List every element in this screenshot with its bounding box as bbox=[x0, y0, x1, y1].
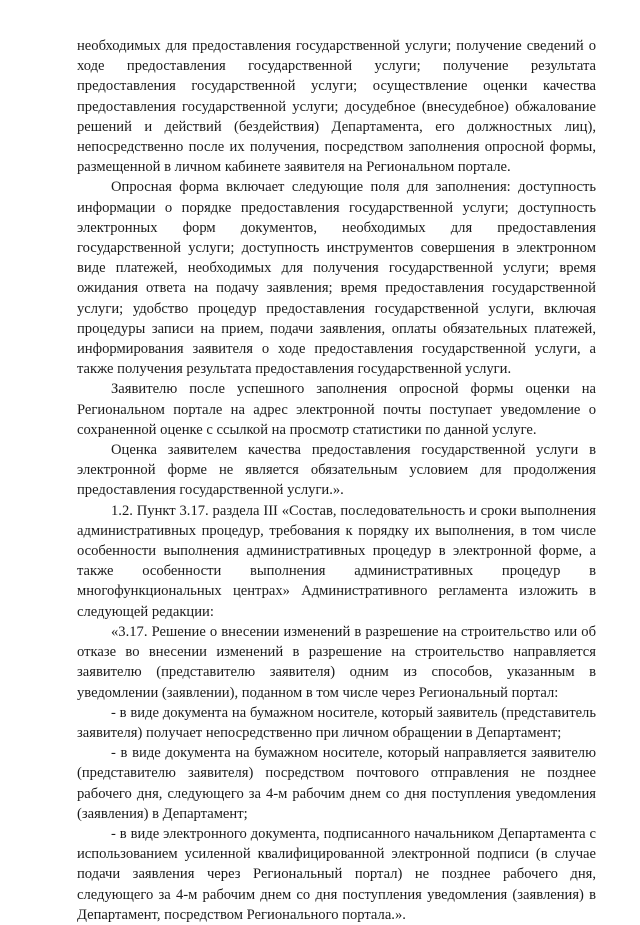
list-item-paper-in-person: - в виде документа на бумажном носителе, который заявитель (представитель заявителя) получает непосредственно при личном обращении в Департамент; bbox=[77, 704, 596, 741]
list-item-paper-by-mail: - в виде документа на бумажном носителе, который направляется заявителю (представителю заявителя) посредством почтового отправления не позднее рабочего дня, следующего за 4-м рабочим днем со дня поступления уведомления (заявления) в Департамент; bbox=[77, 745, 596, 822]
paragraph-evaluation-optional: Оценка заявителем качества предоставления государственной услуги в электронной форме не является обязательным условием для продолжения предоставления государственной услуги.». bbox=[77, 442, 596, 499]
list-item-electronic-document: - в виде электронного документа, подписанного начальником Департамента с использованием усиленной квалифицированной электронной подписи (в случае подачи заявления через Региональный портал) не позднее рабочего дня, следующего за 4-м рабочим днем со дня поступления уведомления (заявления) в Департамент, посредством Регионального портала.». bbox=[77, 825, 596, 923]
paragraph-clause-3-17: «3.17. Решение о внесении изменений в разрешение на строительство или об отказе во внесении изменений в разрешение на строительство направляется заявителю (представителю заявителя) одним из способов, указанным в уведомлении (заявлении), поданном в том числе через Региональный портал: bbox=[77, 623, 596, 701]
paragraph-survey-form-fields: Опросная форма включает следующие поля для заполнения: доступность информации о порядке предоставления государственной услуги; доступность электронных форм документов, необходимых для предоставления государственной услуги; доступность инструментов совершения в электронном виде платежей, необходимых для получения государственной услуги; время ожидания ответа на подачу заявления; время предоставления государственной услуги; удобство процедур предоставления государственной услуги, включая процедуры записи на прием, подачи заявления, оплаты обязательных платежей, информирования заявителя о ходе предоставления государственной услуги, а также получения результата предоставления государственной услуги. bbox=[77, 179, 596, 378]
paragraph-continuation: необходимых для предоставления государственной услуги; получение сведений о ходе предоставления государственной услуги; получение результата предоставления государственной услуги; осуществление оценки качества предоставления государственной услуги; досудебное (внесудебное) обжалование решений и действий (бездействия) Департамента, его должностных лиц), непосредственно после их получения, посредством заполнения опросной формы, размещенной в личном кабинете заявителя на Региональном портале. bbox=[77, 38, 596, 176]
paragraph-survey-notification: Заявителю после успешного заполнения опросной формы оценки на Региональном портале на адрес электронной почты поступает уведомление о сохраненной оценке с ссылкой на просмотр статистики по данной услуге. bbox=[77, 381, 596, 438]
paragraph-clause-1-2: 1.2. Пункт 3.17. раздела III «Состав, последовательность и сроки выполнения административных процедур, требования к порядку их выполнения, в том числе особенности выполнения административных процедур в электронной форме, а также особенности выполнения административных процедур в многофункциональных центрах» Административного регламента изложить в следующей редакции: bbox=[77, 502, 596, 620]
